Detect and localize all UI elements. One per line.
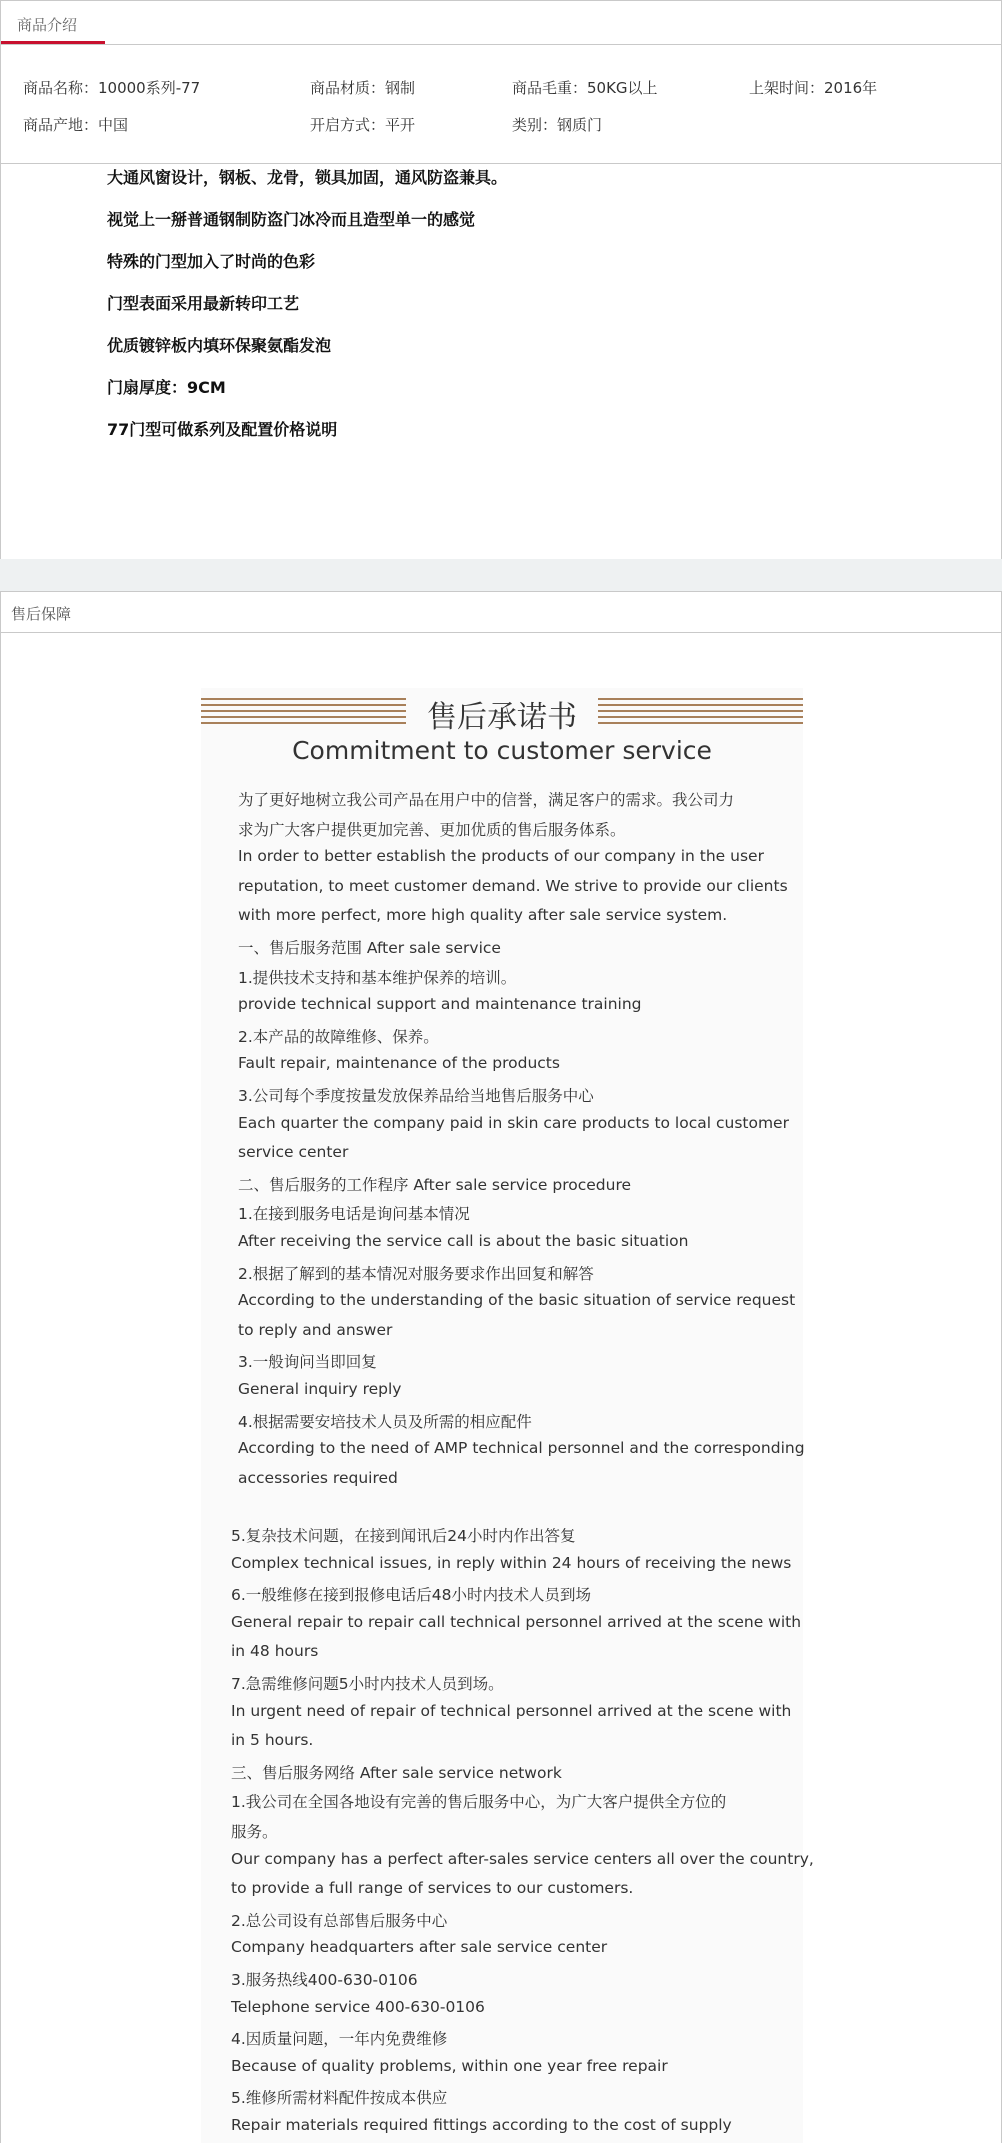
commitment-line: In urgent need of repair of technical personnel arrived at the scene with [231,1701,792,1720]
commitment-line: 1.提供技术支持和基本维护保养的培训。 [238,968,517,987]
commitment-line: 为了更好地树立我公司产品在用户中的信誉，满足客户的需求。我公司力 [238,791,735,809]
commitment-line: 三、售后服务网络 After sale service network [231,1763,562,1782]
commitment-line: 6.一般维修在接到报修电话后48小时内技术人员到场 [231,1586,592,1605]
commitment-letter [201,688,814,2143]
commitment-line: in 5 hours. [231,1731,314,1750]
commitment-line: In order to better establish the products of our company in the user [238,847,764,866]
commitment-line: 4.因质量问题，一年内免费维修 [231,2030,448,2049]
attr-product-name: 商品名称：10000系列-77 [23,79,201,97]
active-tab-indicator [1,41,105,44]
attr-category: 类别：钢质门 [512,116,603,134]
attr-listing-date: 上架时间：2016年 [749,79,878,97]
feature-item: 大通风窗设计，钢板、龙骨，锁具加固，通风防盗兼具。 [107,168,508,187]
commitment-line: 3.公司每个季度按量发放保养品给当地售后服务中心 [238,1087,594,1105]
commitment-line: with more perfect, more high quality after sale service system. [238,906,728,925]
commitment-line: 求为广大客户提供更加完善、更加优质的售后服务体系。 [238,820,626,839]
commitment-line: According to the understanding of the basic situation of service request [238,1291,796,1310]
commitment-line: to reply and answer [238,1320,393,1339]
commitment-line: 7.急需维修问题5小时内技术人员到场。 [231,1675,504,1693]
section-gap [0,559,1002,591]
aftersale-panel [0,591,1002,2143]
commitment-line: Repair materials required fittings according to the cost of supply [231,2116,732,2134]
commitment-line: 二、售后服务的工作程序 After sale service procedure [238,1175,632,1194]
attr-opening-method: 开启方式：平开 [310,116,416,134]
commitment-line: reputation, to meet customer demand. We strive to provide our clients [238,876,788,895]
intro-tab-bar [1,1,1001,45]
commitment-line: 5.维修所需材料配件按成本供应 [231,2089,448,2108]
commitment-line: Our company has a perfect after-sales service centers all over the country, [231,1849,814,1868]
letter-title-en: Commitment to customer service [292,736,712,765]
commitment-line: 2.根据了解到的基本情况对服务要求作出回复和解答 [238,1264,594,1283]
commitment-line: 4.根据需要安培技术人员及所需的相应配件 [238,1412,532,1431]
feature-item: 门型表面采用最新转印工艺 [107,294,300,313]
feature-item: 视觉上一掰普通钢制防盗门冰冷而且造型单一的感觉 [107,210,476,229]
feature-item: 特殊的门型加入了时尚的色彩 [107,252,316,271]
commitment-line: provide technical support and maintenance training [238,995,642,1014]
commitment-line: in 48 hours [231,1642,319,1661]
commitment-line: According to the need of AMP technical personnel and the corresponding [238,1439,805,1458]
commitment-line: Each quarter the company paid in skin care products to local customer [238,1113,789,1132]
attr-origin: 商品产地：中国 [23,116,129,134]
feature-item: 优质镀锌板内填环保聚氨酯发泡 [107,336,332,355]
commitment-line: 3.一般询问当即回复 [238,1353,377,1372]
feature-item: 77门型可做系列及配置价格说明 [107,420,338,439]
commitment-line: 5.复杂技术问题，在接到闻讯后24小时内作出答复 [231,1527,576,1545]
attr-gross-weight: 商品毛重：50KG以上 [512,79,658,97]
tab-aftersale[interactable]: 售后保障 [11,605,72,623]
commitment-line: Telephone service 400-630-0106 [231,1997,485,2016]
feature-item: 门扇厚度：9CM [107,378,226,397]
commitment-line: 一、售后服务范围 After sale service [238,939,501,957]
commitment-line: After receiving the service call is about the basic situation [238,1232,689,1250]
product-intro-panel [0,0,1002,560]
commitment-line: 服务。 [231,1823,278,1841]
commitment-line: Because of quality problems, within one year free repair [231,2056,668,2075]
tab-product-intro[interactable]: 商品介绍 [17,16,78,34]
commitment-line: 3.服务热线400-630-0106 [231,1971,418,1989]
aftersale-tab-bar [1,592,1001,633]
commitment-line: Fault repair, maintenance of the products [238,1054,560,1073]
letter-title-cn: 售后承诺书 [427,700,577,735]
commitment-line: General repair to repair call technical personnel arrived at the scene with [231,1612,802,1631]
attr-material: 商品材质：钢制 [310,79,416,97]
commitment-line: Complex technical issues, in reply within 24 hours of receiving the news [231,1553,792,1572]
commitment-line: 2.本产品的故障维修、保养。 [238,1027,439,1046]
commitment-line: service center [238,1143,349,1162]
commitment-line: accessories required [238,1468,398,1487]
product-attributes [1,45,1001,164]
commitment-line: 1.我公司在全国各地设有完善的售后服务中心，为广大客户提供全方位的 [231,1793,727,1812]
commitment-line: General inquiry reply [238,1380,402,1398]
commitment-line: Company headquarters after sale service center [231,1938,608,1957]
commitment-line: 2.总公司设有总部售后服务中心 [231,1911,448,1930]
commitment-line: to provide a full range of services to our customers. [231,1879,634,1898]
commitment-line: 1.在接到服务电话是询问基本情况 [238,1205,470,1224]
